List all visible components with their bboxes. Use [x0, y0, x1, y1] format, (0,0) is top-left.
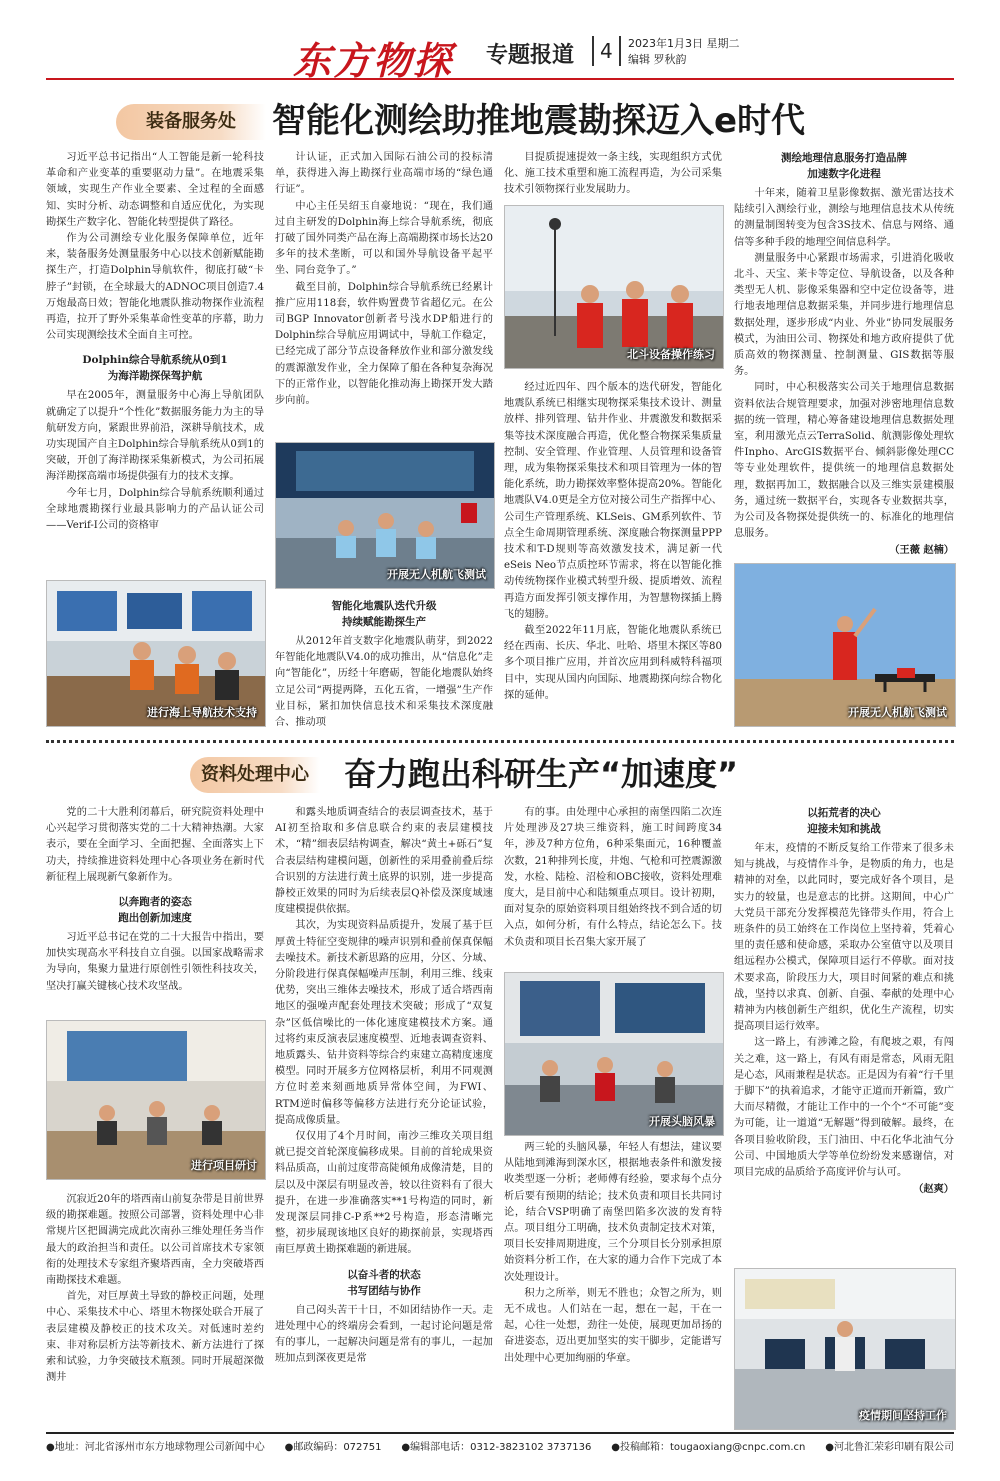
photo-caption: 进行海上导航技术支持 — [147, 706, 257, 719]
paragraph: 习近平总书记指出“人工智能是新一轮科技革命和产业变革的重要驱动力量”。在地震采集领域，实现生产作业全要素、全过程的全面感知、实时分析、动态调整和自适应优化，为实现勘探生产数字化、智能化转型提供了路径。 — [46, 152, 264, 228]
article2-column-3 — [504, 805, 722, 970]
paragraph: 同时，中心积极落实公司关于地理信息数据资料依法合规管理要求，加强对涉密地理信息数据的统一管理，精心筹备建设地理信息数据处理室，利用激光点云TerraSolid、航测影像处理软件Inpho、ArcGIS数据平台、倾斜影像处理CC等专业处理软件，提供统一的地理信息数据处理，数据再加工，数据融合以及三维实景建模服务，通过统一数据平台，实现各专业数据共享，为公司及各物探处提供统一的、标准化的地理信息服务。 — [734, 382, 954, 540]
paragraph: 年末，疫情的不断反复给工作带来了很多未知与挑战，与疫情作斗争，是物质的角力，也是精神的对垒，以此同时，要完成好各个项目，是实力的较量，也是意志的比拼。这期间，中心广大党员干部充分发挥模范先锋带头作用，符合上班条件的员工始终在工作岗位上坚持着，凭着心里的责任感和使命感，采取办公室值守以及项目组远程办公模式，保障项目运行不停歇。面对技术要求高，阶段压力大，项目时间紧的难点和挑战，坚持以求真、创新、自强、奉献的处理中心精神为内核创新生产组织，优化生产流程，切实提高项目运行效率。 — [734, 843, 954, 1033]
paragraph: 其次，为实现资料品质提升，发展了基于巨厚黄土特征空变规律的噪声识别和叠前保真保幅去噪技术。新技术新思路的应用，分区、分域、分阶段进行保真保幅噪声压制，利用三维、线束优势，突出三维体去噪技术，形成了适合塔西南地区的强噪声配套处理技术突破；形成了“双复杂”区低信噪比的一体化速度建模技术方案。通过将约束反演表层速度模型、近地表调查资料、地质露头、钻井资料等综合约束建立高精度速度模型。同时开展多方位网格层析，利用不同观测方位时差来刻画地质异常体空间，为FWI、RTM逆时偏移等偏移方法进行充分论证试验，提高成像质量。 — [275, 920, 493, 1126]
article1-column-3b — [504, 380, 722, 730]
photo-project-discussion — [46, 1020, 266, 1180]
article2-column-1b — [46, 1192, 264, 1428]
paragraph: 目提质提速提效一条主线，实现组织方式优化、施工技术重塑和施工流程再造，为公司采集技术引领物探行业发展助力。 — [504, 152, 722, 196]
date-info — [628, 36, 740, 68]
paragraph: 自己闷头苦干十日，不如团结协作一天。走进处理中心的终端房会看到，一起讨论问题是常有的事儿，一起解决问题是常有的事儿，一起加班加点到深夜更是常 — [275, 1304, 493, 1365]
article2-subhead-3: 以拓荒者的决心 迎接未知和挑战 — [807, 807, 881, 835]
footer-postcode: ●邮政编码：072751 — [284, 1442, 382, 1453]
paragraph: 积力之所举，则无不胜也；众智之所为，则无不成也。人们站在一起，想在一起，干在一起，心往一处想，劲往一处使，展现更加昂扬的奋进姿态，迈出更加坚实的实干脚步，定能谱写出处理中心更加绚丽的华章。 — [504, 1287, 722, 1364]
paragraph: 早在2005年，测量服务中心海上导航团队就确定了以提升“个性化”数据服务能力为主的导航研发方向，紧跟世界前沿，深耕导航技术，成功实现国产自主Dolphin综合导航系统从0到1的突破，开创了海洋勘探采集新模式，为公司拓展海洋勘探高端市场提供强有力的技术支撑。 — [46, 390, 264, 483]
footer-address: ●地址：河北省涿州市东方地球物理公司新闻中心 — [46, 1442, 265, 1453]
footer-email: ●投稿邮箱：tougaoxiang@cnpc.com.cn — [611, 1442, 806, 1453]
article1-column-2 — [275, 150, 493, 440]
paragraph: 测量服务中心紧跟市场需求，引进消化吸收北斗、天宝、莱卡等定位、导航设备，以及各种类型无人机、影像采集器和空中定位设备等，进行地表地理信息数据采集，并同步进行地理信息数据处理，逐步形成“内业、外业”协同发展服务模式，为油田公司、物探处和地方政府提供了优质高效的物探测量、控制测量、GIS数据等服务。 — [734, 252, 954, 378]
photo-drone-field-test — [734, 563, 956, 727]
paragraph: 截至目前，Dolphin综合导航系统已经累计推广应用118套，软件购置费节省超亿元。在公司BGP Innovator创新者号浅水DP船进行的Dolphin综合导航应用调试中，导航工作稳定，已经完成了部分节点设备释放作业和部分激发线的震源激发作业，全力保障了船在各种复杂海况下的正常作业，以智能化推动海上勘探开发大踏步向前。 — [275, 281, 493, 407]
paragraph: 习近平总书记在党的二十大报告中指出，要加快实现高水平科技自立自强。以国家战略需求为导向，集聚力量进行原创性引领性科技攻关，坚决打赢关键核心技术攻坚战。 — [46, 932, 264, 992]
article2-column-4 — [734, 805, 954, 1265]
paragraph: 十年来，随着卫星影像数据、激光雷达技术陆续引入测绘行业，测绘与地理信息技术从传统的测量制图转变为包含3S技术、信息与网络、通信等多种手段的地理空间信息科学。 — [734, 188, 954, 248]
paragraph: 计认证，正式加入国际石油公司的投标清单，获得进入海上勘探行业高端市场的“绿色通行证”。 — [275, 152, 493, 196]
article1-subhead-3: 测绘地理信息服务打造品牌 加速数字化进程 — [781, 152, 907, 180]
article2-headline: 奋力跑出科研生产“加速度” — [344, 755, 739, 793]
article1-column-1 — [46, 150, 264, 580]
photo-caption: 开展头脑风暴 — [649, 1115, 715, 1128]
paragraph: 沉寂近20年的塔西南山前复杂带是目前世界级的勘探难题。按照公司部署，资料处理中心非常规片区把圆满完成此次南孙三维处理任务当作最大的政治担当和责任。以公司首席技术专家领衔的处理技术专家组齐聚塔西南，全力突破塔西南勘探技术难题。 — [46, 1194, 264, 1287]
paragraph: 和露头地质调查结合的表层调查技术，基于AI初至拾取和多信息联合约束的表层建模技术，“精”细表层结构调查，解决“黄土+砾石”复合表层结构建模问题，创新性的采用叠前叠后综合识别的方法进行黄土底界的识别，进一步提高静校正效果的同时为后续表层Q补偿及深度域速度建模提供依据。 — [275, 807, 493, 916]
photo-caption: 疫情期间坚持工作 — [859, 1409, 947, 1422]
article2-dept-tag: 资料处理中心 — [190, 757, 320, 793]
paragraph: 经过近四年、四个版本的迭代研发，智能化地震队系统已相继实现物探采集技术设计、测量放样、排列管理、钻井作业、井震激发和数据采集等技术深度融合再造，优化整合物探采集质量控制、安全管理、作业管理、人员管理和设备管理，成为集物探采集技术和项目管理为一体的智能化系统，助力勘探效率整体提高20%。智能化地震队V4.0更是全方位对接公司生产指挥中心、公司生产管理系统、KLSeis、GM系列软件、节点全生命周期管理系统、深度融合物探测量PPP技术和T-D规则等高效激发技术，满足新一代eSeis Neo节点质控环节需求，将在以智能化推动传统物探作业模式转型升级、提质增效、流程再造方面发挥引领支撑作用，为智慧物探插上腾飞的翅膀。 — [504, 382, 722, 620]
paragraph: 今年七月，Dolphin综合导航系统顺利通过全球地震勘探行业最具影响力的产品认证公司——Verif-I公司的资格审 — [46, 487, 264, 532]
paragraph: 截至2022年11月底，智能化地震队系统已经在西南、长庆、华北、吐哈、塔里木探区等80多个项目推广应用，并首次应用到科威特科福项目中，实现从国内向国际、地震勘探向综合物化探的延伸。 — [504, 625, 722, 701]
article1-subhead-2: 智能化地震队迭代升级 持续赋能勘探生产 — [331, 600, 437, 628]
photo-drone-testing-meeting — [275, 442, 495, 589]
footer-printer: ●河北鲁汇荣彩印刷有限公司 — [825, 1442, 954, 1453]
photo-caption: 北斗设备操作练习 — [627, 348, 715, 361]
photo-brainstorm — [504, 972, 724, 1136]
article2-column-3b — [504, 1140, 722, 1428]
article2-subhead-1: 以奔跑者的姿态 跑出创新加速度 — [118, 896, 192, 925]
section-label: 专题报道 — [486, 43, 575, 68]
paragraph: 从2012年首支数字化地震队萌芽，到2022年智能化地震队V4.0的成功推出，从“信息化”走向“智能化”，历经十年磨砺，智能化地震队始终立足公司“两提两降，五化五省，一增强”生产作业目标，紧扣加快信息技术和采集技术深度融合、推动项 — [275, 636, 493, 729]
paragraph: 作为公司测绘专业化服务保障单位，近年来，装备服务处测量服务中心以技术创新赋能勘探生产，打造Dolphin导航软件，彻底打破“卡脖子”封锁，在全球最大的ADNOC项目创造7.4万炮最高日效；智能化地震队推动物探作业流程再造，拉开了野外采集革命性变革的序幕，助力公司实现测绘技术全面自主可控。 — [46, 233, 264, 342]
article1-byline: （王薇 赵楠） — [889, 544, 954, 557]
article2-column-2 — [275, 805, 493, 1428]
issue-date: 2023年1月3日 星期二 — [628, 37, 740, 50]
article2-byline: （赵爽） — [913, 1183, 954, 1196]
footer-phone: ●编辑部电话：0312-3823102 3737136 — [401, 1442, 592, 1453]
photo-navigation-support — [46, 580, 266, 727]
masthead-rule — [46, 78, 954, 80]
newspaper-logo: 东方物探 — [293, 39, 454, 83]
article2-subhead-2: 以奋斗者的状态 书写团结与协作 — [347, 1268, 421, 1297]
editor-credit: 编辑 罗秋韵 — [628, 53, 687, 66]
page-number: 4 — [592, 36, 621, 66]
photo-caption: 开展无人机航飞测试 — [848, 706, 947, 719]
photo-beidou-practice — [504, 205, 724, 369]
photo-caption: 进行项目研讨 — [191, 1159, 257, 1172]
article1-headline: 智能化测绘助推地震勘探迈入e时代 — [272, 101, 806, 141]
paragraph: 两三轮的头脑风暴，年轻人有想法，建议要从陆地到滩海到深水区，根据地表条件和激发接收类型逐一分析；老师傅有经验，要求每个点分析后要有预期的结论；技术负责和项目长共同讨论，结合VSP明确了南堡凹陷多次波的发育特点。项目组分工明确，技术负责制定技术对策，项目长安排周期进度，三个分项目长分别承担原始资料分析工作，在大家的通力合作下完成了本次处理设计。 — [504, 1142, 722, 1283]
paragraph: 党的二十大胜利闭幕后，研究院资料处理中心兴起学习贯彻落实党的二十大精神热潮。大家表示，要在全面学习、全面把握、全面落实上下功夫，持续推进资料处理中心各项业务在新时代新征程上展现新气象新作为。 — [46, 807, 264, 883]
photo-working-during-pandemic — [734, 1268, 956, 1430]
paragraph: 这一路上，有涉滩之险，有爬坡之艰，有闯关之难，这一路上，有风有雨是常态，风雨无阻是心态，风雨兼程是状态。正是因为有着“行千里于脚下”的执着追求，才能守正道而开新篇，致广大而尽精微，才能让工作中的一个个“不可能”变为可能，让一道道“无解题”得到破解。最终，在各项目验收阶段，玉门油田、中石化华北油气分公司、中国地质大学等单位纷纷发来感谢信，对项目完成的品质给予高度评价与认可。 — [734, 1037, 954, 1179]
footer — [46, 1432, 954, 1462]
article1-dept-tag: 装备服务处 — [116, 104, 266, 140]
article1-subhead-1: Dolphin综合导航系统从0到1 为海洋勘探保驾护航 — [82, 354, 228, 383]
article2-column-1 — [46, 805, 264, 1017]
paragraph: 中心主任吴绍玉自豪地说：“现在，我们通过自主研发的Dolphin海上综合导航系统，彻底打破了国外同类产品在海上高端勘探市场长达20多年的技术垄断，可以和国外导航设备平起平坐、同台竞争了。” — [275, 200, 493, 277]
paragraph: 有的事。由处理中心承担的南堡四陷二次连片处理涉及27块三维资料，施工时间跨度34年，涉及7种方位角，6种采集面元，16种覆盖次数，21种排列长度，井炮、气枪和可控震源激发，水检、陆检、沼检和OBC接收，资料处理难度大，是目前中心和陆频重点项目。设计初期，面对复杂的原始资料项目组始终找不到合适的切入点，如何分析，有什么特点，结论怎么下。技术负责和项目长召集大家开展了 — [504, 807, 722, 948]
article1-column-4 — [734, 150, 954, 560]
paragraph: 仅仅用了4个月时间，南沙三维攻关项目组就已提交首轮深度偏移成果。目前的首轮成果资料品质高，山前过度带高陡倾角成像清楚，目的层以及中深层有明显改善，较以往资料有了很大提升，在进一步准确落实**1号构造的同时，新发现深层同排C-P系**2号构造，形态清晰完整，初步展现该地区良好的勘探前景，实现塔西南巨厚黄土勘探难题的新进展。 — [275, 1131, 493, 1256]
article-separator — [46, 740, 954, 743]
paragraph: 首先，对巨厚黄土导致的静校正问题，处理中心、采集技术中心、塔里木物探处联合开展了表层建模及静校正的技术攻关。对低速时差约束、非对称层析方法等新技术、新方法进行了探索和试验，力争突破技术瓶颈。同时开展超深微测井 — [46, 1291, 264, 1384]
article1-column-2b — [275, 592, 493, 730]
photo-caption: 开展无人机航飞测试 — [387, 568, 486, 581]
